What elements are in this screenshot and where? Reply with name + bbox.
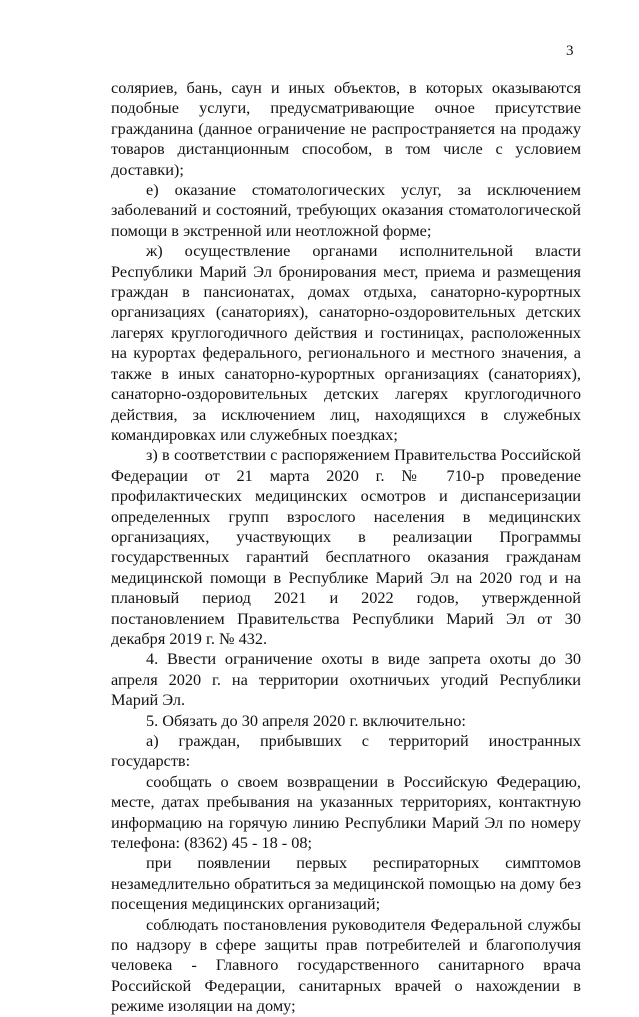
paragraph: при появлении первых респираторных симптомов незамедлительно обратиться за медицинской помощью на дому без посещения медицинских организаций; xyxy=(111,853,581,914)
paragraph: соблюдать постановления руководителя Федеральной службы по надзору в сфере защиты прав потребителей и благополучия человека - Главного государственного санитарного врача Российской Федерации, санитарных врачей о нахождении в режиме изоляции на дому; xyxy=(111,914,581,1016)
paragraph: ж) осуществление органами исполнительной власти Республики Марий Эл бронирования мест, приема и размещения граждан в пансионатах, домах отдыха, санаторно-курортных организациях (санаториях), санаторно-оздоровительных детских лагерях круглогодичного действия и гостиницах, расположенных на курортах федерального, регионального и местного значения, а также в иных санаторно-курортных организациях (санаториях), санаторно-оздоровительных детских лагерях круглогодичного действия, за исключением лиц, находящихся в служебных командировках или служебных поездках; xyxy=(111,241,581,444)
paragraph: з) в соответствии с распоряжением Правительства Российской Федерации от 21 марта 2020 г. № 710-р проведение профилактических медицинских осмотров и диспансеризации определенных групп взрослого населения в медицинских организациях, участвующих в реализации Программы государственных гарантий бесплатного оказания гражданам медицинской помощи в Республике Марий Эл на 2020 год и на плановый период 2021 и 2022 годов, утвержденной постановлением Правительства Республики Марий Эл от 30 декабря 2019 г. № 432. xyxy=(111,445,581,648)
page-number: 3 xyxy=(566,43,574,59)
paragraph: соляриев, бань, саун и иных объектов, в которых оказываются подобные услуги, предусматривающие очное присутствие гражданина (данное ограничение не распространяется на продажу товаров дистанционным способом, в том числе с условием доставки); xyxy=(111,78,581,179)
paragraph: 5. Обязать до 30 апреля 2020 г. включительно: xyxy=(146,710,466,730)
paragraph: 4. Ввести ограничение охоты в виде запрета охоты до 30 апреля 2020 г. на территории охотничьих угодий Республики Марий Эл. xyxy=(111,649,581,710)
document-body xyxy=(111,78,581,1017)
paragraph: е) оказание стоматологических услуг, за исключением заболеваний и состояний, требующих оказания стоматологической помощи в экстренной или неотложной форме; xyxy=(111,180,581,240)
paragraph: сообщать о своем возвращении в Российскую Федерацию, месте, датах пребывания на указанных территориях, контактную информацию на горячую линию Республики Марий Эл по номеру телефона: (8362) 45 - 18 - 08; xyxy=(111,771,581,853)
paragraph: а) граждан, прибывших с территорий иностранных государств: xyxy=(111,731,581,771)
